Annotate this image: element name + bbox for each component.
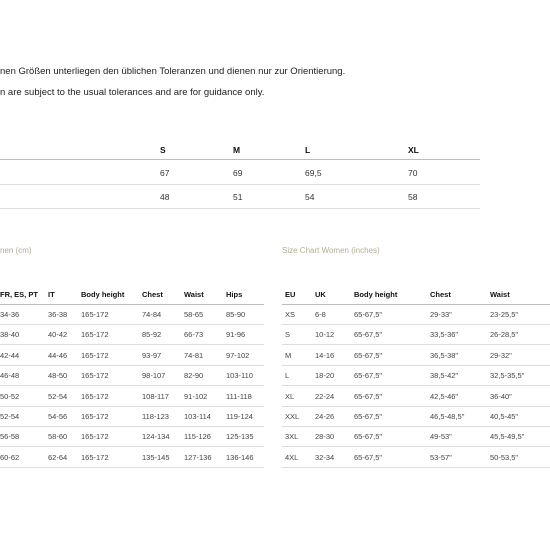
table-cell: 38,5-42" xyxy=(430,371,459,381)
table-cell: 32,5-35,5" xyxy=(490,371,525,381)
table-cell: XXL xyxy=(285,412,300,421)
table-cell: 28-30 xyxy=(315,432,335,442)
table-cell: 48-50 xyxy=(48,371,68,381)
table-divider xyxy=(282,385,550,386)
table-divider xyxy=(0,208,480,209)
table-cell: 36-38 xyxy=(48,310,68,319)
table-cell: 46,5-48,5" xyxy=(430,412,465,421)
table-cell: 32-34 xyxy=(315,452,335,462)
column-header: EU xyxy=(285,290,296,299)
table-divider xyxy=(0,184,480,185)
table-cell: 33,5-36" xyxy=(430,330,459,340)
table-cell: 52-54 xyxy=(48,391,68,401)
table-cell: 53-57" xyxy=(430,452,452,462)
table-cell: L xyxy=(285,371,290,381)
table-cell: 66-73 xyxy=(184,330,204,340)
table-cell: 46-48 xyxy=(0,371,20,381)
table-cell: 58 xyxy=(408,192,418,202)
table-cell: 36,5-38" xyxy=(430,350,459,360)
table-cell: 70 xyxy=(408,168,418,178)
table-cell: 4XL xyxy=(285,452,299,462)
table-cell: 40-42 xyxy=(48,330,68,340)
table-cell: 91-96 xyxy=(226,330,246,340)
table-cell: 50-53,5" xyxy=(490,452,519,462)
table-cell: 65-67,5" xyxy=(354,330,383,340)
table-divider xyxy=(282,446,550,447)
table-cell: 127-136 xyxy=(184,452,212,462)
table-cell: 115-126 xyxy=(184,432,211,442)
tolerance-note-de: nen Größen unterliegen den üblichen Toleranzen und dienen nur zur Orientierung. xyxy=(0,66,346,77)
column-header: FR, ES, PT xyxy=(0,290,38,299)
table-cell: 65-67,5" xyxy=(354,310,383,319)
table-cell: 38-40 xyxy=(0,330,20,340)
column-header: XL xyxy=(408,145,419,155)
table-cell: 65-67,5" xyxy=(354,350,383,360)
column-header: L xyxy=(305,145,311,155)
table-cell: 69 xyxy=(233,168,243,178)
table-cell: 165-172 xyxy=(81,391,109,401)
right-chart-title: Size Chart Women (inches) xyxy=(282,246,380,255)
table-cell: 54 xyxy=(305,192,315,202)
table-divider xyxy=(282,406,550,407)
table-cell: 136-146 xyxy=(226,452,254,462)
table-cell: 42-44 xyxy=(0,350,20,360)
column-header: Chest xyxy=(430,290,451,299)
table-cell: 42,5-46" xyxy=(430,391,459,401)
table-divider xyxy=(0,467,264,468)
table-cell: 98-107 xyxy=(142,371,166,381)
table-cell: 74-81 xyxy=(184,350,204,360)
column-header: S xyxy=(160,145,166,155)
table-cell: 111-118 xyxy=(226,391,252,401)
table-cell: 44-46 xyxy=(48,350,68,360)
table-cell: 165-172 xyxy=(81,350,109,360)
table-cell: 50-52 xyxy=(0,391,20,401)
table-cell: 165-172 xyxy=(81,371,109,381)
table-cell: 67 xyxy=(160,168,170,178)
table-cell: M xyxy=(285,350,292,360)
table-cell: 48 xyxy=(160,192,170,202)
table-cell: 165-172 xyxy=(81,432,109,442)
table-cell: 51 xyxy=(233,192,243,202)
table-cell: 74-84 xyxy=(142,310,162,319)
column-header: M xyxy=(233,145,241,155)
table-cell: 22-24 xyxy=(315,391,335,401)
table-cell: 60-62 xyxy=(0,452,20,462)
table-divider xyxy=(0,159,480,160)
table-cell: 65-67,5" xyxy=(354,432,383,442)
table-cell: 135-145 xyxy=(142,452,170,462)
table-cell: 65-67,5" xyxy=(354,391,383,401)
table-cell: 40,5-45" xyxy=(490,412,519,421)
table-cell: 165-172 xyxy=(81,452,109,462)
table-cell: 45,5-49,5" xyxy=(490,432,525,442)
table-cell: 85-90 xyxy=(226,310,246,319)
table-divider xyxy=(0,365,264,366)
table-cell: S xyxy=(285,330,291,340)
table-cell: 165-172 xyxy=(81,412,109,421)
table-cell: 18-20 xyxy=(315,371,335,381)
table-divider xyxy=(0,406,264,407)
table-cell: 29-32" xyxy=(490,350,512,360)
table-divider xyxy=(282,365,550,366)
table-cell: 65-67,5" xyxy=(354,371,383,381)
table-cell: XL xyxy=(285,391,295,401)
table-cell: 29-33" xyxy=(430,310,452,319)
table-divider xyxy=(0,426,264,427)
table-cell: 165-172 xyxy=(81,330,109,340)
table-cell: 65-67,5" xyxy=(354,412,383,421)
column-header: Waist xyxy=(490,290,510,299)
table-cell: 23-25,5" xyxy=(490,310,519,319)
table-cell: 85-92 xyxy=(142,330,162,340)
table-cell: 36-40" xyxy=(490,391,512,401)
table-cell: 103-110 xyxy=(226,371,253,381)
column-header: UK xyxy=(315,290,326,299)
table-divider xyxy=(0,304,264,305)
table-cell: 62-64 xyxy=(48,452,68,462)
table-cell: 52-54 xyxy=(0,412,20,421)
table-cell: 108-117 xyxy=(142,391,169,401)
table-cell: 14-16 xyxy=(315,350,335,360)
table-cell: 97-102 xyxy=(226,350,250,360)
table-divider xyxy=(282,344,550,345)
column-header: Body height xyxy=(81,290,125,299)
table-cell: 124-134 xyxy=(142,432,170,442)
left-chart-title: nen (cm) xyxy=(0,246,32,255)
table-cell: 91-102 xyxy=(184,391,208,401)
table-cell: 10-12 xyxy=(315,330,335,340)
column-header: Waist xyxy=(184,290,204,299)
tolerance-note-en: n are subject to the usual tolerances and are for guidance only. xyxy=(0,87,265,98)
table-cell: 6-8 xyxy=(315,310,326,319)
table-cell: 34-36 xyxy=(0,310,20,319)
table-cell: 118-123 xyxy=(142,412,169,421)
table-divider xyxy=(0,344,264,345)
table-cell: 69,5 xyxy=(305,168,322,178)
table-cell: 58-60 xyxy=(48,432,68,442)
column-header: Hips xyxy=(226,290,243,299)
table-cell: 58-65 xyxy=(184,310,204,319)
column-header: IT xyxy=(48,290,55,299)
table-divider xyxy=(0,446,264,447)
table-cell: 3XL xyxy=(285,432,299,442)
table-cell: 24-26 xyxy=(315,412,335,421)
table-cell: 49-53" xyxy=(430,432,452,442)
table-cell: 26-28,5" xyxy=(490,330,519,340)
table-divider xyxy=(282,426,550,427)
column-header: Chest xyxy=(142,290,163,299)
table-cell: 54-56 xyxy=(48,412,68,421)
table-cell: 82-90 xyxy=(184,371,204,381)
table-cell: 56-58 xyxy=(0,432,20,442)
table-divider xyxy=(282,304,550,305)
table-divider xyxy=(0,324,264,325)
column-header: Body height xyxy=(354,290,398,299)
table-cell: 65-67,5" xyxy=(354,452,383,462)
table-cell: 93-97 xyxy=(142,350,162,360)
table-cell: 165-172 xyxy=(81,310,109,319)
table-divider xyxy=(282,324,550,325)
table-cell: XS xyxy=(285,310,296,319)
table-cell: 103-114 xyxy=(184,412,211,421)
table-divider xyxy=(0,385,264,386)
table-divider xyxy=(282,467,550,468)
table-cell: 119-124 xyxy=(226,412,253,421)
table-cell: 125-135 xyxy=(226,432,254,442)
